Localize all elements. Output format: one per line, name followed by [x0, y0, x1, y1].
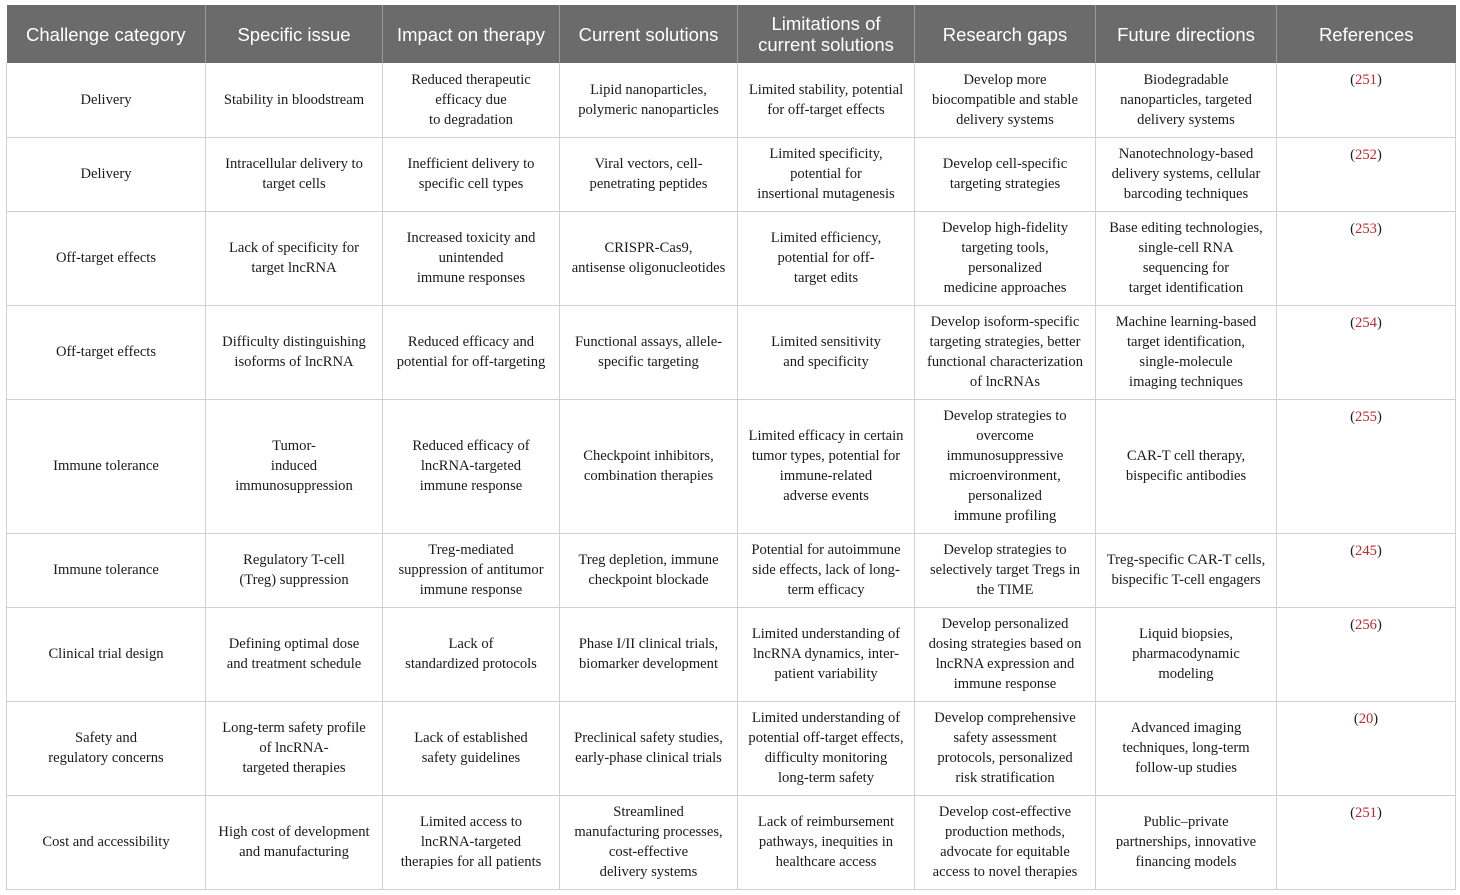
cell-text-line: Clinical trial design — [48, 646, 164, 662]
cell-text-line: immune response — [419, 582, 523, 598]
cell-research-gaps — [915, 63, 1096, 137]
cell-text-line: delivery systems — [599, 864, 698, 880]
cell-text-line: Develop strategies to — [943, 542, 1067, 558]
cell-text-line: Delivery — [80, 91, 132, 108]
cell-reference: (251) — [1277, 63, 1456, 137]
cell-text-line: Phase I/II clinical trials, — [578, 636, 719, 652]
cell-text-line: tumor types, potential for — [751, 448, 901, 464]
cell-text-line: checkpoint blockade — [588, 572, 709, 588]
cell-text-line: efficacy due — [435, 91, 507, 108]
cell-text-line: and specificity — [783, 354, 869, 370]
header-limitations: Limitations of current solutions — [738, 5, 915, 63]
cell-specific-issue — [206, 137, 383, 211]
cell-text-line: immunosuppressive — [946, 448, 1064, 464]
reference-link[interactable]: 252 — [1355, 146, 1377, 163]
cell-current-solutions — [560, 795, 738, 889]
cell-text-line: penetrating peptides — [589, 176, 708, 192]
cell-text-line: lncRNA-targeted — [420, 458, 522, 474]
cell-text-line: Develop isoform-specific — [930, 314, 1080, 330]
cell-text-line: manufacturing processes, — [574, 824, 723, 840]
cell-text-line: Increased toxicity and — [406, 230, 536, 246]
cell-text-line: adverse events — [783, 488, 869, 504]
cell-text-line: the TIME — [976, 582, 1034, 598]
cell-future-directions — [1096, 305, 1277, 399]
cell-text-line: immune profiling — [953, 508, 1057, 524]
cell-text-line: Limited access to — [419, 814, 523, 830]
header-references: References — [1277, 5, 1456, 63]
cell-text-line: Potential for autoimmune — [751, 542, 901, 558]
cell-text-line: nanoparticles, targeted — [1120, 91, 1252, 108]
cell-current-solutions — [560, 701, 738, 795]
cell-research-gaps — [915, 305, 1096, 399]
cell-text-line: Intracellular delivery to — [225, 156, 363, 172]
cell-text-line: Preclinical safety studies, — [574, 730, 723, 746]
cell-text-line: immune responses — [416, 270, 526, 286]
cell-text-line: personalized — [968, 260, 1042, 276]
cell-text-line: unintended — [438, 250, 504, 266]
cell-future-directions — [1096, 795, 1277, 889]
cell-text-line: High cost of development — [218, 824, 370, 840]
cell-current-solutions — [560, 607, 738, 701]
cell-text-line: advocate for equitable — [940, 844, 1070, 860]
reference-link[interactable]: 20 — [1358, 710, 1374, 727]
cell-text-line: sequencing for — [1142, 260, 1230, 276]
cell-text-line: Limited sensitivity — [771, 334, 881, 350]
cell-text-line: Off-target effects — [55, 250, 157, 266]
cell-text-line: target cells — [262, 176, 326, 192]
cell-challenge-category — [7, 399, 206, 533]
cell-text-line: long-term safety — [777, 770, 875, 786]
cell-text-line: functional characterization — [927, 354, 1083, 370]
cell-specific-issue — [206, 795, 383, 889]
cell-limitations — [738, 305, 915, 399]
cell-text-line: Advanced imaging — [1130, 720, 1242, 736]
cell-text-line: target edits — [793, 270, 859, 286]
cell-text-line: immune response — [953, 676, 1057, 692]
cell-research-gaps — [915, 211, 1096, 305]
challenges-table — [6, 5, 1456, 890]
cell-impact-on-therapy — [383, 399, 560, 533]
cell-text-line: Lack of specificity for — [228, 240, 360, 256]
cell-current-solutions — [560, 399, 738, 533]
cell-text-line: delivery systems — [956, 111, 1054, 128]
reference-link[interactable]: 256 — [1355, 616, 1377, 633]
cell-text-line: Public–private — [1143, 814, 1229, 830]
cell-future-directions — [1096, 137, 1277, 211]
cell-text-line: dosing strategies based on — [928, 636, 1082, 652]
cell-text-line: Develop cell-specific — [942, 156, 1068, 172]
cell-specific-issue — [206, 63, 383, 137]
cell-text-line: difficulty monitoring — [764, 750, 888, 766]
cell-text-line: Limited specificity, — [769, 146, 883, 162]
cell-text-line: Reduced therapeutic — [411, 71, 531, 88]
cell-text-line: Streamlined — [613, 804, 684, 820]
cell-text-line: modeling — [1158, 666, 1214, 682]
cell-text-line: single-molecule — [1139, 354, 1233, 370]
cell-future-directions — [1096, 701, 1277, 795]
cell-limitations — [738, 63, 915, 137]
cell-text-line: and treatment schedule — [226, 656, 362, 672]
cell-text-line: Liquid biopsies, — [1138, 626, 1234, 642]
cell-text-line: Immune tolerance — [53, 458, 159, 474]
cell-current-solutions — [560, 63, 738, 137]
cell-future-directions — [1096, 399, 1277, 533]
header-challenge-category: Challenge category — [7, 5, 206, 63]
cell-text-line: access to novel therapies — [932, 864, 1078, 880]
cell-text-line: Lack of established — [414, 730, 528, 746]
cell-challenge-category — [7, 211, 206, 305]
cell-text-line: and manufacturing — [239, 844, 349, 860]
cell-impact-on-therapy — [383, 795, 560, 889]
cell-research-gaps — [915, 533, 1096, 607]
cell-future-directions — [1096, 63, 1277, 137]
cell-future-directions — [1096, 533, 1277, 607]
cell-text-line: Tumor- — [272, 438, 316, 454]
cell-text-line: Delivery — [80, 166, 132, 182]
cell-reference: (251) — [1277, 795, 1456, 889]
reference-link[interactable]: 254 — [1355, 314, 1377, 331]
cell-text-line: risk stratification — [955, 770, 1055, 786]
cell-text-line: Stability in bloodstream — [223, 91, 365, 108]
table-row — [7, 607, 1456, 701]
cell-text-line: Treg-specific CAR-T cells, — [1106, 552, 1266, 568]
cell-challenge-category — [7, 795, 206, 889]
header-future-directions: Future directions — [1096, 5, 1277, 63]
cell-challenge-category — [7, 305, 206, 399]
table-row — [7, 305, 1456, 399]
cell-text-line: barcoding techniques — [1123, 186, 1249, 202]
cell-text-line: immune-related — [779, 468, 873, 484]
cell-text-line: Machine learning-based — [1115, 314, 1257, 330]
cell-text-line: Limited understanding of — [751, 626, 901, 642]
cell-text-line: biocompatible and stable — [932, 91, 1078, 108]
cell-current-solutions — [560, 305, 738, 399]
cell-text-line: delivery systems — [1137, 111, 1235, 128]
table-row — [7, 399, 1456, 533]
cell-text-line: target identification — [1128, 280, 1244, 296]
cell-text-line: lncRNA-targeted — [420, 834, 522, 850]
cell-research-gaps — [915, 701, 1096, 795]
cell-text-line: Lipid nanoparticles, — [590, 81, 707, 98]
cell-current-solutions — [560, 137, 738, 211]
cell-text-line: (Treg) suppression — [239, 572, 349, 588]
cell-text-line: standardized protocols — [405, 656, 537, 672]
cell-text-line: techniques, long-term — [1122, 740, 1250, 756]
cell-text-line: Lack of reimbursement — [757, 814, 895, 830]
cell-text-line: therapies for all patients — [400, 854, 542, 870]
cell-limitations — [738, 533, 915, 607]
cell-limitations — [738, 795, 915, 889]
reference-link[interactable]: 251 — [1355, 804, 1377, 821]
reference-link[interactable]: 255 — [1355, 408, 1377, 425]
cell-text-line: CAR-T cell therapy, — [1126, 448, 1246, 464]
cell-text-line: pharmacodynamic — [1132, 646, 1240, 662]
cell-text-line: target identification, — [1126, 334, 1246, 350]
cell-text-line: Cost and accessibility — [42, 834, 170, 850]
cell-text-line: pathways, inequities in — [758, 834, 894, 850]
cell-text-line: selectively target Tregs in — [929, 562, 1081, 578]
table-row — [7, 137, 1456, 211]
cell-text-line: to degradation — [429, 111, 513, 128]
cell-text-line: early-phase clinical trials — [575, 750, 722, 766]
cell-future-directions — [1096, 211, 1277, 305]
cell-text-line: lncRNA expression and — [935, 656, 1075, 672]
cell-text-line: Treg depletion, immune — [578, 552, 719, 568]
cell-text-line: immunosuppression — [235, 478, 353, 494]
cell-text-line: Develop personalized — [941, 616, 1069, 632]
cell-text-line: Develop strategies to — [943, 408, 1067, 424]
cell-text-line: insertional mutagenesis — [757, 186, 895, 202]
table-row — [7, 63, 1456, 137]
cell-text-line: Limited efficiency, — [770, 230, 882, 246]
cell-text-line: antisense oligonucleotides — [571, 260, 726, 276]
cell-text-line: medicine approaches — [943, 280, 1067, 296]
cell-text-line: for off-target effects — [767, 101, 885, 118]
cell-impact-on-therapy — [383, 63, 560, 137]
cell-current-solutions — [560, 211, 738, 305]
cell-text-line: Develop comprehensive — [934, 710, 1076, 726]
reference-link[interactable]: 245 — [1355, 542, 1377, 559]
cell-text-line: CRISPR-Cas9, — [604, 240, 693, 256]
cell-text-line: targeting strategies — [949, 176, 1061, 192]
cell-specific-issue — [206, 305, 383, 399]
cell-text-line: delivery systems, cellular — [1111, 166, 1261, 182]
cell-text-line: Limited efficacy in certain — [748, 428, 904, 444]
cell-text-line: specific cell types — [418, 176, 524, 192]
cell-text-line: Defining optimal dose — [228, 636, 360, 652]
cell-text-line: Nanotechnology-based — [1118, 146, 1254, 162]
header-current-solutions: Current solutions — [560, 5, 738, 63]
cell-text-line: Treg-mediated — [428, 542, 514, 558]
cell-text-line: partnerships, innovative — [1115, 834, 1257, 850]
cell-text-line: potential for off- — [777, 250, 875, 266]
cell-impact-on-therapy — [383, 701, 560, 795]
cell-challenge-category — [7, 533, 206, 607]
cell-text-line: biomarker development — [579, 656, 718, 672]
table-row — [7, 211, 1456, 305]
cell-text-line: cost-effective — [608, 844, 689, 860]
cell-limitations — [738, 399, 915, 533]
cell-text-line: lncRNA dynamics, inter- — [752, 646, 900, 662]
cell-text-line: target lncRNA — [251, 260, 337, 276]
cell-specific-issue — [206, 399, 383, 533]
cell-text-line: bispecific antibodies — [1125, 468, 1247, 484]
cell-impact-on-therapy — [383, 211, 560, 305]
cell-text-line: side effects, lack of long- — [752, 562, 900, 578]
cell-text-line: bispecific T-cell engagers — [1111, 572, 1261, 588]
cell-text-line: suppression of antitumor — [398, 562, 544, 578]
cell-text-line: single-cell RNA — [1138, 240, 1234, 256]
cell-limitations — [738, 607, 915, 701]
cell-text-line: Off-target effects — [55, 344, 157, 360]
cell-text-line: Reduced efficacy and — [407, 334, 535, 350]
cell-text-line: financing models — [1135, 854, 1237, 870]
cell-text-line: of lncRNA- — [259, 740, 329, 756]
cell-text-line: induced — [270, 458, 318, 474]
cell-research-gaps — [915, 795, 1096, 889]
cell-research-gaps — [915, 607, 1096, 701]
cell-text-line: targeted therapies — [242, 760, 346, 776]
table-row — [7, 701, 1456, 795]
cell-impact-on-therapy — [383, 305, 560, 399]
cell-text-line: Develop high-fidelity — [941, 220, 1069, 236]
cell-text-line: Limited understanding of — [751, 710, 901, 726]
cell-text-line: patient variability — [774, 666, 878, 682]
cell-text-line: isoforms of lncRNA — [234, 354, 354, 370]
reference-link[interactable]: 251 — [1355, 72, 1377, 88]
cell-text-line: Biodegradable — [1143, 71, 1229, 88]
cell-challenge-category — [7, 607, 206, 701]
cell-text-line: of lncRNAs — [969, 374, 1041, 390]
cell-text-line: Lack of — [448, 636, 494, 652]
cell-text-line: targeting tools, — [961, 240, 1049, 256]
cell-reference: (256) — [1277, 607, 1456, 701]
cell-current-solutions — [560, 533, 738, 607]
cell-text-line: polymeric nanoparticles — [578, 101, 719, 118]
cell-text-line: targeting strategies, better — [929, 334, 1081, 350]
cell-challenge-category — [7, 63, 206, 137]
cell-specific-issue — [206, 211, 383, 305]
cell-text-line: protocols, personalized — [937, 750, 1073, 766]
cell-text-line: potential off-target effects, — [748, 730, 904, 746]
cell-text-line: Base editing technologies, — [1109, 220, 1263, 236]
cell-text-line: Difficulty distinguishing — [222, 334, 366, 350]
cell-specific-issue — [206, 701, 383, 795]
cell-research-gaps — [915, 399, 1096, 533]
cell-text-line: production methods, — [945, 824, 1065, 840]
table-row — [7, 533, 1456, 607]
cell-text-line: Viral vectors, cell- — [594, 156, 703, 172]
cell-text-line: potential for off-targeting — [396, 354, 546, 370]
cell-text-line: Regulatory T-cell — [243, 552, 345, 568]
cell-text-line: Long-term safety profile — [222, 720, 366, 736]
cell-text-line: personalized — [968, 488, 1042, 504]
cell-limitations — [738, 211, 915, 305]
header-row — [7, 5, 1456, 63]
cell-text-line: Immune tolerance — [53, 562, 159, 578]
cell-impact-on-therapy — [383, 607, 560, 701]
cell-text-line: Develop cost-effective — [938, 804, 1072, 820]
cell-text-line: overcome — [976, 428, 1034, 444]
cell-impact-on-therapy — [383, 137, 560, 211]
cell-text-line: follow-up studies — [1135, 760, 1237, 776]
cell-reference: (20) — [1277, 701, 1456, 795]
cell-text-line: Checkpoint inhibitors, — [583, 448, 714, 464]
cell-research-gaps — [915, 137, 1096, 211]
cell-text-line: microenvironment, — [949, 468, 1061, 484]
reference-link[interactable]: 253 — [1355, 220, 1377, 237]
cell-reference: (253) — [1277, 211, 1456, 305]
header-specific-issue: Specific issue — [206, 5, 383, 63]
cell-impact-on-therapy — [383, 533, 560, 607]
cell-text-line: Limited stability, potential — [748, 81, 904, 98]
cell-limitations — [738, 701, 915, 795]
table-row — [7, 795, 1456, 889]
cell-text-line: regulatory concerns — [48, 750, 164, 766]
header-research-gaps: Research gaps — [915, 5, 1096, 63]
cell-text-line: imaging techniques — [1129, 374, 1243, 390]
cell-text-line: Functional assays, allele- — [574, 334, 723, 350]
table-body — [7, 63, 1456, 889]
cell-text-line: safety guidelines — [421, 750, 521, 766]
cell-reference: (254) — [1277, 305, 1456, 399]
cell-text-line: Develop more — [963, 71, 1047, 88]
cell-reference: (245) — [1277, 533, 1456, 607]
cell-text-line: healthcare access — [775, 854, 877, 870]
cell-text-line: term efficacy — [787, 582, 865, 598]
cell-specific-issue — [206, 607, 383, 701]
header-impact-on-therapy: Impact on therapy — [383, 5, 560, 63]
cell-text-line: Reduced efficacy of — [412, 438, 530, 454]
cell-challenge-category — [7, 137, 206, 211]
cell-limitations — [738, 137, 915, 211]
cell-future-directions — [1096, 607, 1277, 701]
cell-text-line: immune response — [419, 478, 523, 494]
cell-challenge-category — [7, 701, 206, 795]
cell-reference: (255) — [1277, 399, 1456, 533]
cell-text-line: Safety and — [74, 730, 137, 746]
cell-reference: (252) — [1277, 137, 1456, 211]
cell-text-line: specific targeting — [598, 354, 699, 370]
cell-text-line: potential for — [790, 166, 862, 182]
cell-text-line: safety assessment — [953, 730, 1057, 746]
cell-text-line: Inefficient delivery to — [407, 156, 535, 172]
cell-text-line: combination therapies — [583, 468, 714, 484]
cell-specific-issue — [206, 533, 383, 607]
